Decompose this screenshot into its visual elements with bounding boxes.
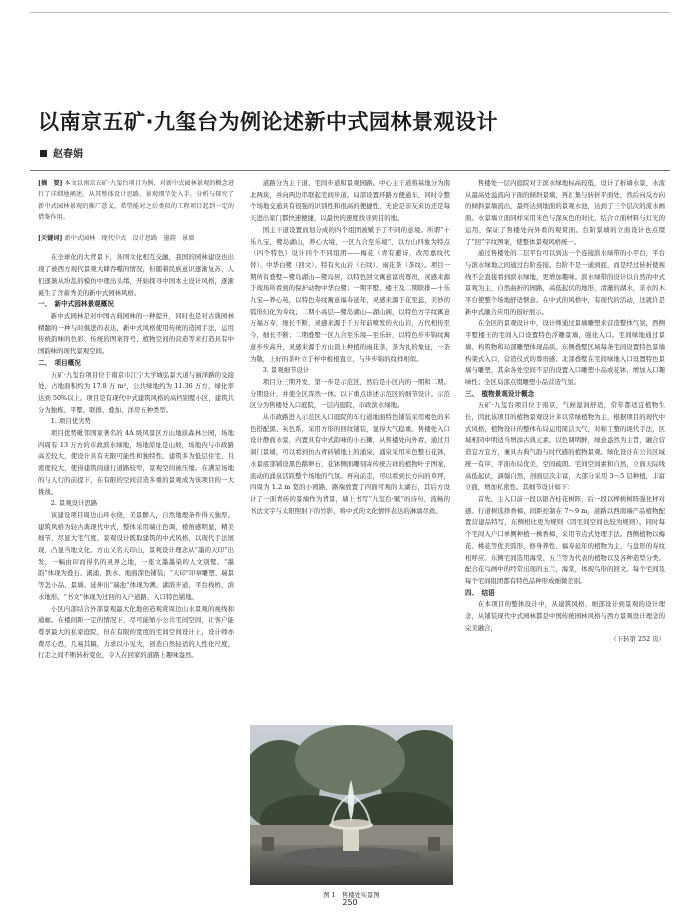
keywords [38, 233, 234, 244]
square-bullet-icon [40, 150, 47, 157]
fountain-photo-illustration [250, 725, 453, 885]
paragraph: 项目分三期开发，第一步是示范区，然后是小区内的一期和二期。分期设计，并使全区浑然一体。以下重点讲述示范区的细节设计。示范区分为售楼处入口庭院，一层内庭院，市政滨水绿地。 [250, 377, 450, 410]
paragraph: 新中式园林是对中国古典园林的一种提升，同时也是对古典园林精髓的一种与时俱进的表达，新中式风格使用传统的造园手法，运用传统韵味的色彩、传统的图案符号、植物空间的营造等来打造具有中国韵味的现代景观空间。 [38, 312, 234, 356]
paragraph: 首先，主入口前一段以银杏桂花树阵，后一段以榉树树阵强化秤对感。行道树选择香樟，间距控制在 7～9 m，道路以西南端产品植物配置营建品特写，东侧相比更为规则（因宅间空间也较为规则）。同时每个宅间入户口单侧种植一株香樟，采用节点式处理手法。西侧植物以梅花、桃花等优美弧形，修身养性、福寿延年的植物为主，与盘形的寿纹相呼应。东侧宅间选用海棠、五兰等为代表的植物以及各种造型分类。配合花鸟画中的经常出现的玉兰、海棠，体现鸟形的回文。每个宅间及每个宅间组团都有特色品种形成细微差别。 [465, 494, 665, 585]
paragraph: 国主干道设置而划分成的四个组团被赋予了不同的意境。所谓“十乐九宝，鹭岛湖山，养心大境，一区九合至乐境”，以方山四象为特点（四个特色）设计四个不同组团——梅花（青有避诗，改用嘉纹代替）、中华白鹭（回文）、特有火山岩（石纹）、雨花茶（茶纹）。项目一期所有叠墅—鹭岛湖山—鹭岛居，以特色回文寓意富贵尊贵，灵感来源于现场所看到的保护动物中华白鹭；一期平墅、楼王及二期联排—十乐九宝—养心苑，以特色寿纹寓意福寿延年，灵感来源于花至蕊，美妙的弧形幻化为寿纹；二期小高层—鹭岛湖山—湖山阁，以特色方字纹寓意万福万寿，细长不断，灵感来源于千万年前喷发的火山岩，万代相传至今，细长不断；二期叠墅一区九合至乐境—至乐轩，以特色步步锦纹寓意步步高升，灵感来源于方山顶上种植的雨花茶，茶为礼的象征，一茶为敬，上好的茶叶立于杯中根根直立，与步步锦的纹样相似。 [250, 225, 450, 363]
paragraph: 售楼处一层内庭院对于滨水绿地标高较低，设计了折墙水景，水流从最高处溢流向下面的倾斜景墙，再汇集与转折平面处，然后向反方向的倾斜景墙流出，最终达到地面的景观水池，达到了三个层次的流水画面。水景墙立面同样采用米色与深灰色的对比，结合立面材料与灯光的运用，保证了售楼处向外看的观赏面。台阶景墙的立面设计也点缀了“回”字纹图案，使整体景观风格统一。 [465, 179, 665, 246]
paragraph: 项目优势毗邻国家著名的 4A 级风景区方山地质森林公园，场地四周有 13 万方的市政滨水绿地，场地原址是山坡，场地内与市政路高差较大，使设计具有无限可能性和独特性。建筑多为低层住宅，且密度较大，使得建筑间通行道路较窄，景观空间被压缩。在满足场地的与人行的前提下，在有限的空间营造多重的景观成为该项目的一大挑战。 [38, 429, 234, 496]
paragraph: 通过售楼处的二层平台可以到达一个连接滨水绿带的小平台，平台与滨水绿地之间通过台阶连接。台阶不是一通到底，而是经过转折使视线不会直接看到滨水绿地，更增加趣味。滨水绿带的设计以自然的中式景观为主，自然曲折的园路，高低起伏的地形，清澈的湖水，亲水的木平台使整个场地舒适惬意。在中式的风格中，有现代的活动，这就许是新中式融合应用的很好展示。 [465, 249, 665, 316]
top-rule [30, 12, 670, 13]
figure-caption: 图 1 售楼处实景图 [323, 892, 380, 899]
keywords-label: [关键词] [38, 235, 63, 243]
paragraph: 该建设项目周边山环水绕，美景醉人，自然地理条件得天独厚。建筑风格为轻古典现代中式，整体采用端庄色调，棱角感明显，精美细节，尽显大宅气度，景观设计既取建筑的中式风格，以现代手法展现，凸显当地文化。方山又名天印山，景观设计理念从“墨的天印”出发，一幅由印而得名的灵界之地，一座文墨墨染的人文别墅。“墨韵”体现为叠石、溪涌、跌水、地面深色铺装；“天印”印章雕塑、瑞景等怎小品、景墙。延伸出“瑞池”体现为溯、湖滨步道，平台栈桥、滨水地形。“书文”体现为过回的入户道路、入口特色铺地。 [38, 510, 234, 601]
section-heading-project: 二、 项目概况 [38, 358, 81, 367]
author-line [40, 145, 83, 160]
subheading-details: 3. 景观细节设计 [262, 366, 310, 375]
abstract-text: 本文以南京五矿·九玺台项目为例，对新中式园林景观的概念进行了详细地阐述。从其整体设计思路、景观细节处入手，分析与探究了新中式园林景观的推广意义，希望能对之后类似的工程项目起到一定的借鉴作用。 [38, 180, 235, 221]
paragraph: 五矿·九玺台项目位于南京市江宁大学城弘景大道与丽泽路的交接处，占地面积约为 17.8 万 m²，公共绿地约为 11.36 万方，绿化率达到 50%以上。项目是有现代中式建筑风格的高档别墅小区，建筑共分为独栋、平墅、联排、叠加、洋房五种类型。 [38, 370, 234, 414]
paragraph: 小区内部结合外部景观最大化地创造观赏周边山水景观的视线和通廊。在楼间距一定的情况下，尽可能缩小公共宅间空间，让客户能尊享最大的私家庭院，但在有限的宽度的宅间空间设计上，设计师亦费尽心思，几易其稿，力求以小见大，创造自然轻适的人性化尺度，行走之间不断转折变化，令人在回家的道路上趣味盎然。 [38, 604, 234, 660]
page-number: 250 [342, 898, 358, 907]
subheading-design-ideas: 2. 景观设计思路 [50, 499, 98, 508]
intro-paragraph: 在全球化的大背景下，各国文化相互交融，我国的园林建设也出现了被西方现代景观大肆吞噬的情况，但随着民族意识逐渐复苏，人们逐渐从纷乱的模仿中理出头绪，开始探寻中国本土设计风格，逐渐诞生了含蓄秀美的新中式园林风格。 [38, 253, 234, 297]
paragraph: 在本项目的整体设计中，从建筑风格，细部设计到景观的设计理念，从铺装现代中式园林都是中国传统园林风格与西方景观设计理念的完美融合， [465, 600, 665, 632]
section-heading-plants: 三、 植物景观设计概念 [465, 389, 535, 398]
section-heading-conclusion: 四、 结语 [465, 588, 495, 597]
paragraph: 从市政路进入示范区入口庭院的车行道地面特色铺装采用褐色的米色搭配黑、灰色系，采用方形的回纹铺装，显得大气稳重。售楼处入口设计静面水景，内置具有中式韵味的小石狮，从售楼处向外看，通过月洞门景墙，可以看到仿古青砖铺地上的涌泉，涌泉采用米色整石花钵，水景底部铺设黑色鹅卵石，花钵侧面雕刻寄传统吉祥的植物叶子图案，流动的涌泉活跃整个场地的气氛。再向前走，可以看到长方向的草坪，四周为 1.2 m 宽的小园路，路端放置了四面可观的太湖石，其后方设计了一面青砖的景墙作为背景，墙上书写“九玺台·赋”的诗句，流畅的书法文字与太阳照射下的竹影，将中式的文化情怀表达的淋漓尽致。 [250, 413, 450, 515]
author-name: 赵春娟 [53, 149, 83, 160]
keywords-text: 新中式园林 现代中式 设计思路 墨韵 景墙 [64, 235, 195, 243]
subheading-pros-cons: 1. 项目优劣势 [50, 417, 91, 426]
column-2 [250, 178, 450, 517]
article-title: 以南京五矿·九玺台为例论述新中式园林景观设计 [38, 110, 498, 135]
paragraph: 道路分为主干道、宅间步道和景观园路。中心主干道将基地分为南北两块，并向两边串联起宅间步道。局部设置环路方便通车，同时令整个场地交通具有很强的识别性和很高的便捷性，无论是亲友来访还是每天进出家门都快速便捷，以最快的速度找寻到目的地。 [250, 179, 450, 223]
continued-note: （下转第 252 页） [610, 635, 665, 644]
figure-photo [250, 725, 453, 885]
paragraph: 五矿·九玺台项目位于南京，气候湿润舒适，常年都适宜植物生长，因此该项目的植物景观设计多以常绿植物为主，根据项目的现代中式风格，植物设计的整体布局运用简洁大气，对称工整的现代手法，区域相同中明适当增添古典元素。以色调明鲜，绿意盎然为主旨，融合营造宜方宜方，兼具古典气韵与时代感的植物景观。绿化设计在公共区域统一有序，平面布局优美，空间疏朗。宅间空间素和自然，立面天际线高低起伏，滴翰自然，剖面层次丰富，大部分采用 3～5 层种植，丰富立面，增加私密性。其细节设计如下： [465, 401, 665, 492]
paragraph: 在全区的景观设计中，设计师通过景墙雕塑来营造整体气氛，西侧平墅楼王的宅间入口设置特色浮雕景墙，强化入口。宅间绿地通过景墙、构筑物和局部雕塑体现品质。东侧叠墅区域每条宅间设置特色景墙构架式入口，营造仪式的尊贵感；北部叠墅在宅间绿地入口设置特色景墙与雕塑，其余各处空间不足的设置入口雕塑小品或花钵，增加入口趣味性；全区局部点缀雕塑小品营造气氛。 [465, 319, 665, 386]
column-3 [465, 178, 665, 646]
section-heading-overview: 一、 新中式园林景观概况 [38, 300, 114, 309]
abstract-label: [摘 要] [38, 180, 63, 187]
header-separator [30, 170, 670, 171]
column-1 [38, 178, 234, 662]
abstract [38, 178, 234, 223]
